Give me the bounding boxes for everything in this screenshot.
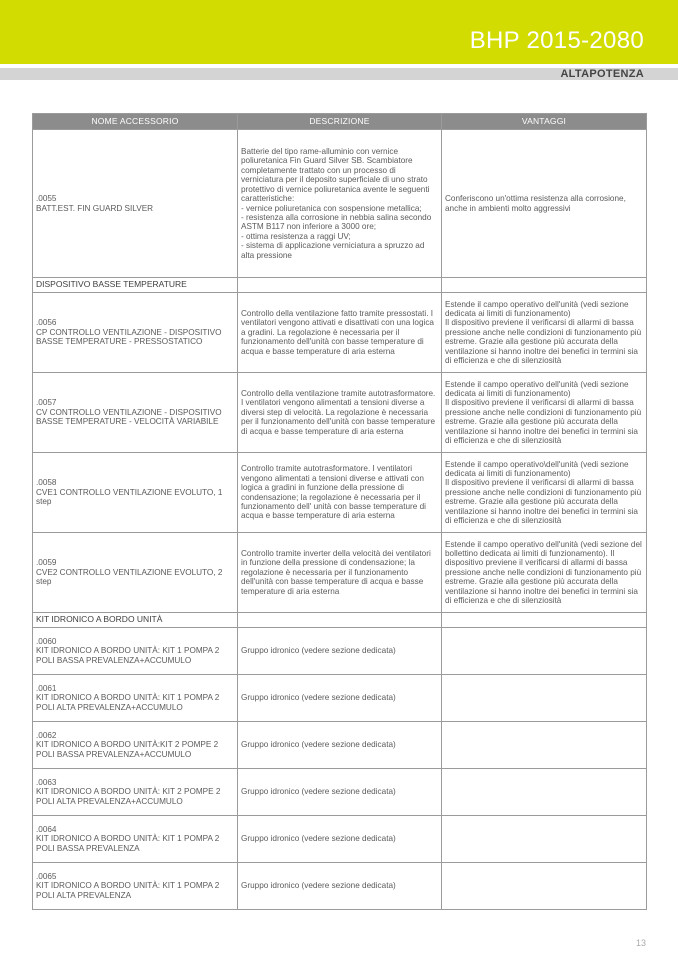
empty-cell [442, 278, 647, 293]
accessory-advantages: Estende il campo operativo dell'unità (vedi sezione dedicata ai limiti di funzionamento) Il dispositivo previene il verificarsi di allarmi di bassa pressione anche nelle condizioni di funzionamento più estreme. Grazie alla gestione più accurata della ventilazione si hanno inoltre dei benefici in termini sia di efficienza e che di silenziosità [442, 293, 647, 373]
section-title: KIT IDRONICO A BORDO UNITÀ [33, 613, 238, 628]
accessory-description: Gruppo idronico (vedere sezione dedicata) [238, 722, 442, 769]
accessory-name: .0055 BATT.EST. FIN GUARD SILVER [33, 130, 238, 278]
header-band [0, 0, 678, 64]
accessory-name: .0061 KIT IDRONICO A BORDO UNITÀ: KIT 1 POMPA 2 POLI ALTA PREVALENZA+ACCUMULO [33, 675, 238, 722]
accessory-description: Gruppo idronico (vedere sezione dedicata) [238, 816, 442, 863]
table-row [33, 816, 647, 863]
document-title: BHP 2015-2080 [469, 27, 644, 54]
accessory-advantages [442, 675, 647, 722]
accessories-table [32, 113, 647, 910]
accessory-name: .0065 KIT IDRONICO A BORDO UNITÀ: KIT 1 POMPA 2 POLI ALTA PREVALENZA [33, 863, 238, 910]
accessory-name: .0058 CVE1 CONTROLLO VENTILAZIONE EVOLUTO, 1 step [33, 453, 238, 533]
table-row [33, 130, 647, 278]
accessory-name: .0063 KIT IDRONICO A BORDO UNITÀ: KIT 2 POMPE 2 POLI ALTA PREVALENZA+ACCUMULO [33, 769, 238, 816]
table-header-row [33, 114, 647, 130]
accessory-advantages: Estende il campo operativo\dell'unità (vedi sezione dedicata ai limiti di funzionamento) Il dispositivo previene il verificarsi di allarmi di bassa pressione anche nelle condizioni di funzionamento più estreme. Grazie alla gestione più accurata della ventilazione si hanno inoltre dei benefici in termini sia di efficienza e che di silenziosità [442, 453, 647, 533]
accessory-advantages [442, 722, 647, 769]
empty-cell [238, 613, 442, 628]
table-row [33, 769, 647, 816]
table-row [33, 722, 647, 769]
accessory-name: .0064 KIT IDRONICO A BORDO UNITÀ: KIT 1 POMPA 2 POLI BASSA PREVALENZA [33, 816, 238, 863]
table-row [33, 863, 647, 910]
accessory-description: Controllo della ventilazione tramite autotrasformatore. I ventilatori vengono alimentati a tensioni diverse a diversi step di velocità. La regolazione è necessaria per il funzionamento dell'unità con basse temperature di acqua e basse temperature di aria esterna [238, 373, 442, 453]
accessory-advantages: Estende il campo operativo dell'unità (vedi sezione del bollettino dedicata ai limiti di funzionamento). Il dispositivo previene il verificarsi di allarmi di bassa pressione anche nelle condizioni di funzionamento più estreme. Grazie alla gestione più accurata della ventilazione si hanno inoltre dei benefici in termini sia di efficienza e che di silenziosità [442, 533, 647, 613]
accessory-advantages: Conferiscono un'ottima resistenza alla corrosione, anche in ambienti molto aggressivi [442, 130, 647, 278]
accessory-name: .0059 CVE2 CONTROLLO VENTILAZIONE EVOLUTO, 2 step [33, 533, 238, 613]
table-row [33, 453, 647, 533]
accessory-advantages [442, 816, 647, 863]
table-row [33, 533, 647, 613]
accessory-description: Controllo della ventilazione fatto tramite pressostati. I ventilatori vengono attivati e disattivati con una logica a gradini. La regolazione è necessaria per il funzionamento dell'unità con basse temperature di acqua e basse temperature di aria esterna [238, 293, 442, 373]
column-header-name: NOME ACCESSORIO [33, 114, 238, 130]
table-row [33, 373, 647, 453]
table-row [33, 628, 647, 675]
column-header-description: DESCRIZIONE [238, 114, 442, 130]
page-number: 13 [635, 938, 646, 948]
table-row [33, 675, 647, 722]
accessory-description: Gruppo idronico (vedere sezione dedicata) [238, 628, 442, 675]
accessory-description: Gruppo idronico (vedere sezione dedicata) [238, 675, 442, 722]
accessory-description: Controllo tramite autotrasformatore. I ventilatori vengono alimentati a tensioni diverse e attivati con logica a gradini in funzione della pressione di condensazione; la regolazione è necessaria per il funzionamento dell' unità con basse temperature di acqua e basse temperature di aria esterna [238, 453, 442, 533]
accessory-name: .0056 CP CONTROLLO VENTILAZIONE - DISPOSITIVO BASSE TEMPERATURE - PRESSOSTATICO [33, 293, 238, 373]
document-subtitle: ALTAPOTENZA [560, 68, 644, 80]
section-title: DISPOSITIVO BASSE TEMPERATURE [33, 278, 238, 293]
accessory-name: .0060 KIT IDRONICO A BORDO UNITÀ: KIT 1 POMPA 2 POLI BASSA PREVALENZA+ACCUMULO [33, 628, 238, 675]
accessory-advantages [442, 628, 647, 675]
accessory-advantages: Estende il campo operativo dell'unità (vedi sezione dedicata ai limiti di funzionamento) Il dispositivo previene il verificarsi di allarmi di bassa pressione anche nelle condizioni di funzionamento più estreme. Grazie alla gestione più accurata della ventilazione si hanno inoltre dei benefici in termini sia di efficienza e che di silenziosità [442, 373, 647, 453]
empty-cell [442, 613, 647, 628]
section-row [33, 278, 647, 293]
empty-cell [238, 278, 442, 293]
accessory-description: Controllo tramite inverter della velocità dei ventilatori in funzione della pressione di condensazione; la regolazione è necessaria per il funzionamento dell'unità con basse temperature di acqua e basse temperature di aria esterna [238, 533, 442, 613]
accessory-description: Gruppo idronico (vedere sezione dedicata) [238, 769, 442, 816]
accessory-name: .0057 CV CONTROLLO VENTILAZIONE - DISPOSITIVO BASSE TEMPERATURE - VELOCITÀ VARIABILE [33, 373, 238, 453]
column-header-advantages: VANTAGGI [442, 114, 647, 130]
accessory-name: .0062 KIT IDRONICO A BORDO UNITÀ:KIT 2 POMPE 2 POLI BASSA PREVALENZA+ACCUMULO [33, 722, 238, 769]
accessory-advantages [442, 769, 647, 816]
accessory-description: Gruppo idronico (vedere sezione dedicata) [238, 863, 442, 910]
accessory-advantages [442, 863, 647, 910]
table-row [33, 293, 647, 373]
section-row [33, 613, 647, 628]
accessory-description: Batterie del tipo rame-alluminio con vernice poliuretanica Fin Guard Silver SB. Scambiatore completamente trattato con un processo di verniciatura per il deposito superficiale di uno strato protettivo di vernice poliuretanica avente le seguenti caratteristiche: - vernice poliuretanica con sospensione metallica; - resistenza alla corrosione in nebbia salina secondo ASTM B117 non inferiore a 3000 ore; - ottima resistenza a raggi UV; - sistema di applicazione verniciatura a spruzzo ad alta pressione [238, 130, 442, 278]
